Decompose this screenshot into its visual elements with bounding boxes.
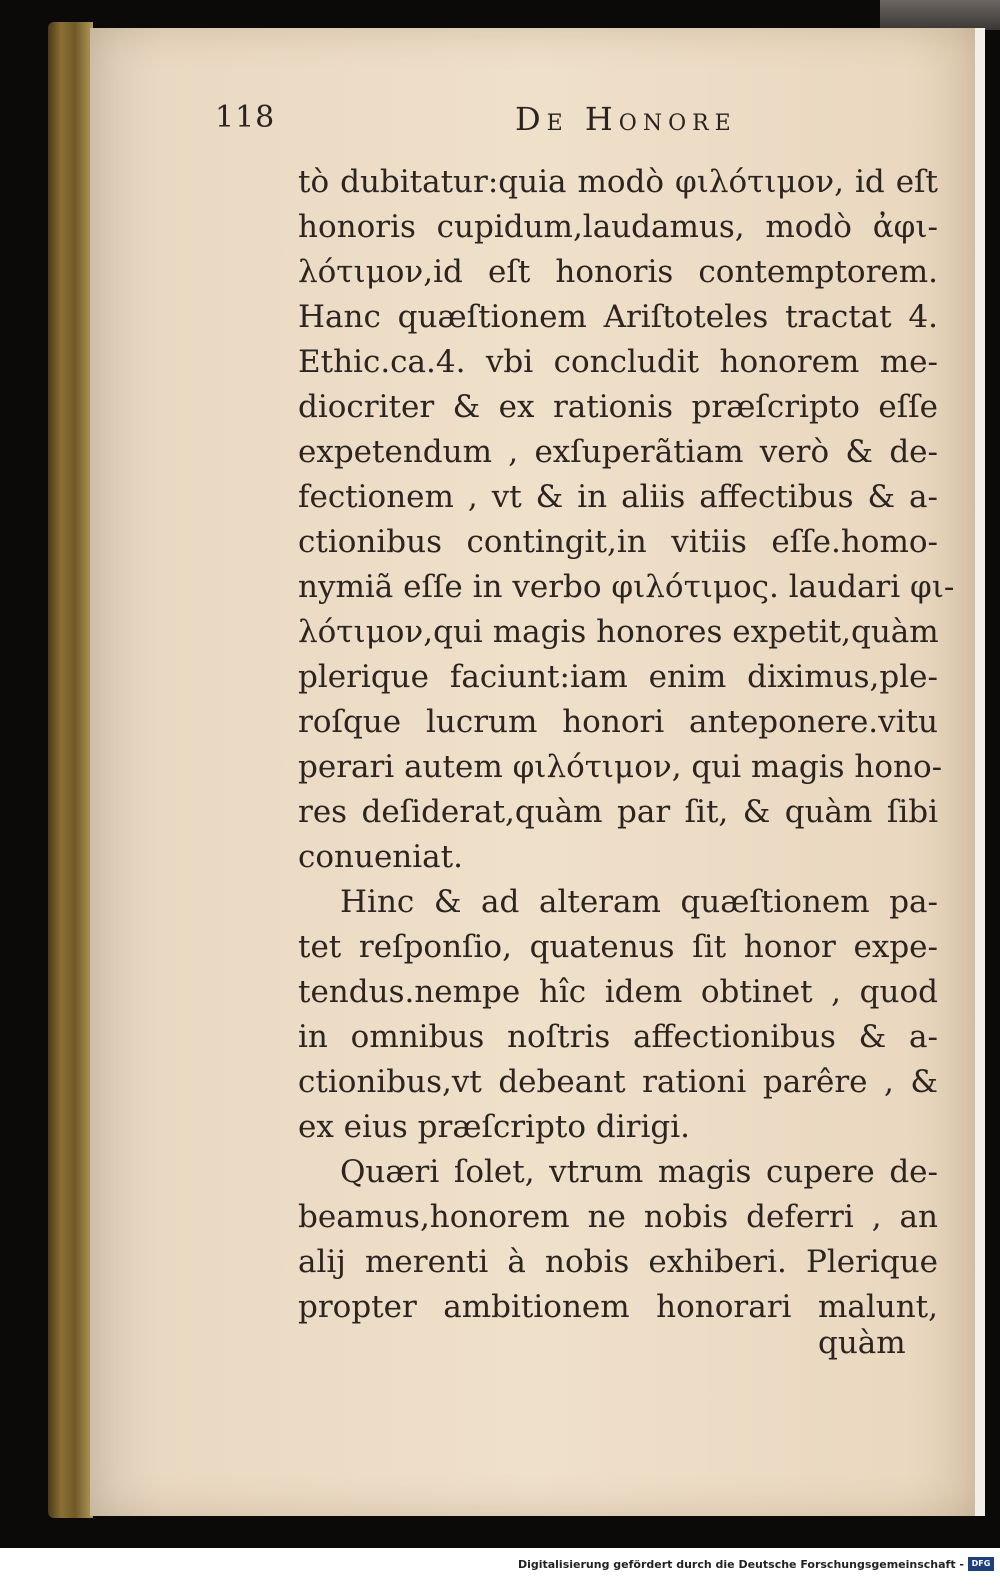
text-line: ctionibus,vt debeant rationi parêre , & [298,1064,938,1100]
page-number: 118 [215,100,276,135]
text-line: tendus.nempe hîc idem obtinet , quod [298,974,938,1010]
text-line: expetendum , exſuperãtiam verò & de- [298,434,938,470]
text-line: Ethic.ca.4. vbi concludit honorem me- [298,344,938,380]
dfg-logo: DFG [968,1557,994,1571]
text-line: nymiã eſſe in verbo φιλότιμος. laudari φι- [298,569,955,605]
text-line: in omnibus noſtris affectionibus & a- [298,1019,938,1055]
text-line: alij merenti à nobis exhiberi. Plerique [298,1244,938,1280]
text-line: beamus,honorem ne nobis deferri , an [298,1199,938,1235]
text-line: tò dubitatur:quia modò φιλότιμον, id eſt [298,164,938,200]
page-shadow [880,0,1000,30]
body-text [298,160,955,1330]
text-line: honoris cupidum,laudamus, modò ἀφι- [298,209,938,245]
text-line: perari autem φιλότιμον, qui magis hono- [298,749,943,785]
text-line: Quæri ſolet, vtrum magis cupere de- [340,1154,938,1190]
text-line: Hinc & ad alteram quæſtionem pa- [340,884,938,920]
text-line: λότιμον,qui magis honores expetit,quàm [298,614,939,650]
page-right-margin [975,28,985,1516]
text-line: λότιμον,id eſt honoris contemptorem. [298,254,938,290]
footer-bar [0,1548,1000,1586]
text-line: tet reſponſio, quatenus ſit honor expe- [298,929,938,965]
text-line: propter ambitionem honorari malunt, [298,1289,938,1325]
text-line: roſque lucrum honori anteponere.vitu [298,704,938,740]
book-fore-edge [48,22,93,1518]
text-line: plerique faciunt:iam enim diximus,ple- [298,659,938,695]
text-line: ctionibus contingit,in vitiis eſſe.homo- [298,524,938,560]
page-header [215,100,775,150]
text-line: conueniat. [298,839,463,875]
text-line: ex eius præſcripto dirigi. [298,1109,690,1145]
catchword: quàm [818,1325,906,1361]
text-line: diocriter & ex rationis præſcripto eſſe [298,389,938,425]
text-line: fectionem , vt & in aliis affectibus & a- [298,479,938,515]
text-line: Hanc quæſtionem Ariſtoteles tractat 4. [298,299,938,335]
text-line: res deſiderat,quàm par ſit, & quàm ſibi [298,794,938,830]
funding-credit: Digitalisierung gefördert durch die Deutsche Forschungsgemeinschaft - [517,1558,964,1571]
running-title: De Honore [515,100,737,138]
